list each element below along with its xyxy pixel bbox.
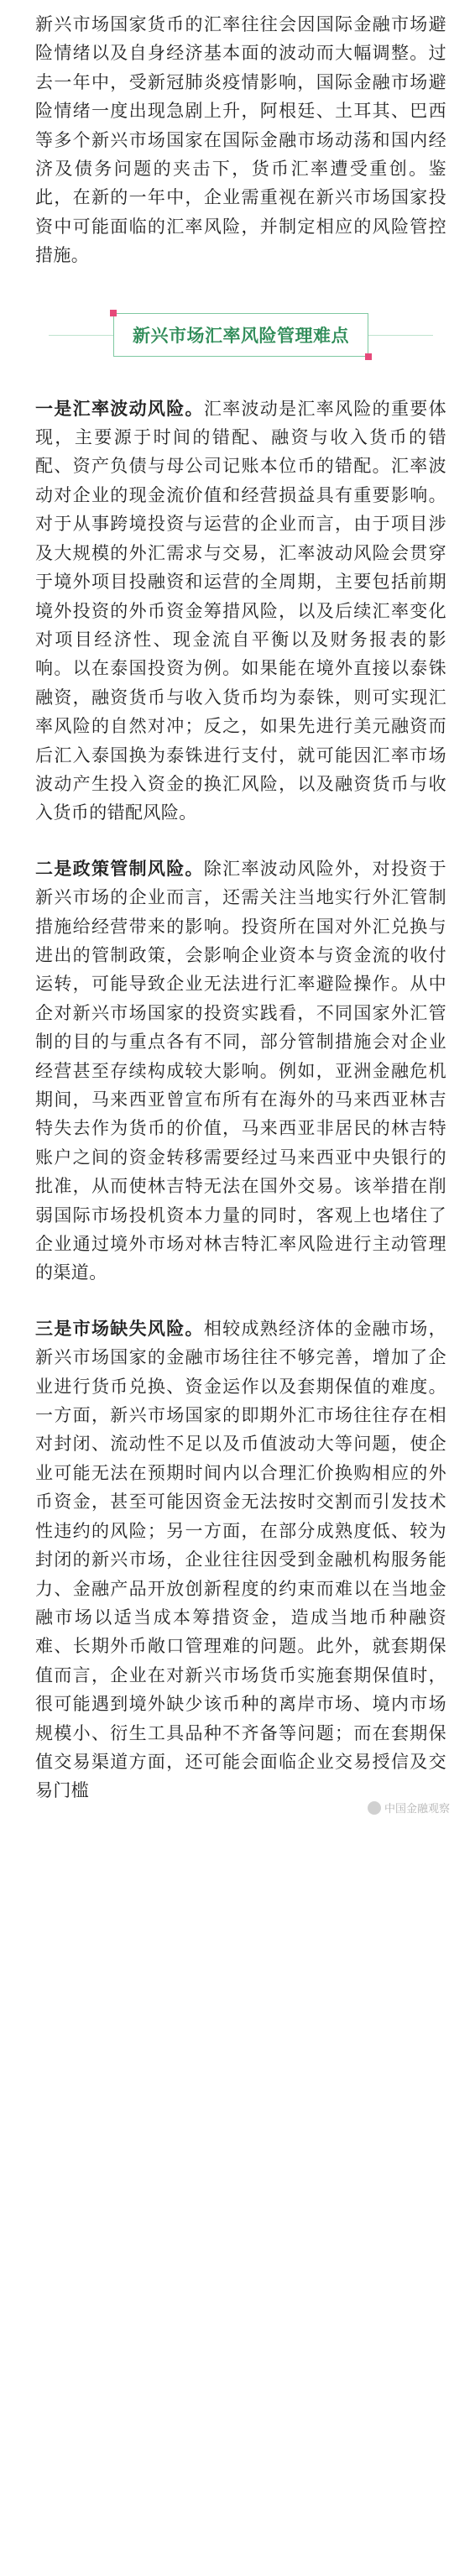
section-header: [35, 297, 446, 373]
watermark-text: 中国金融观察: [384, 1802, 450, 1816]
section-title-text: 新兴市场汇率风险管理难点: [133, 325, 349, 346]
account-icon: [368, 1801, 381, 1815]
section-body: 除汇率波动风险外，对投资于新兴市场的企业而言，还需关注当地实行外汇管制措施给经营带来的影响。投资所在国对外汇兑换与进出的管制政策，会影响企业资本与资金流的收付运转，可能导致企业无法进行汇率避险操作。从中企对新兴市场国家的投资实践看，不同国家外汇管制的目的与重点各有不同，部分管制措施会对企业经营甚至存续构成较大影响。例如，亚洲金融危机期间，马来西亚曾宣布所有在海外的马来西亚林吉特失去作为货币的价值，马来西亚非居民的林吉特账户之间的资金转移需要经过马来西亚中央银行的批准，从而使林吉特无法在国外交易。该举措在削弱国际市场投机资本力量的同时，客观上也堵住了企业通过境外市场对林吉特汇率风险进行主动管理的渠道。: [35, 858, 446, 1283]
intro-paragraph: 新兴市场国家货币的汇率往往会因国际金融市场避险情绪以及自身经济基本面的波动而大幅调整。过去一年中，受新冠肺炎疫情影响，国际金融市场避险情绪一度出现急剧上升，阿根廷、土耳其、巴西等多个新兴市场国家在国际金融市场动荡和国内经济及债务问题的夹击下，货币汇率遭受重创。鉴此，在新的一年中，企业需重视在新兴市场国家投资中可能面临的汇率风险，并制定相应的风险管控措施。: [35, 14, 446, 266]
section-paragraph-2: [35, 854, 446, 1288]
section-lead: 二是政策管制风险。: [35, 858, 204, 879]
section-lead: 三是市场缺失风险。: [35, 1318, 204, 1339]
section-paragraph-1: [35, 394, 446, 828]
section-body: 相较成熟经济体的金融市场，新兴市场国家的金融市场往往不够完善，增加了企业进行货币兑换、资金运作以及套期保值的难度。一方面，新兴市场国家的即期外汇市场往往存在相对封闭、流动性不足以及币值波动大等问题，使企业可能无法在预期时间内以合理汇价换购相应的外币资金，甚至可能因资金无法按时交割而引发技术性违约的风险；另一方面，在部分成熟度低、较为封闭的新兴市场，企业往往因受到金融机构服务能力、金融产品开放创新程度的约束而难以在当地金融市场以适当成本筹措资金，造成当地币种融资难、长期外币敞口管理难的问题。此外，就套期保值而言，企业在对新兴市场货币实施套期保值时，很可能遇到境外缺少该币种的离岸市场、境内市场规模小、衍生工具品种不齐备等问题；而在套期保值交易渠道方面，还可能会面临企业交易授信及交易门槛: [35, 1318, 446, 1801]
section-paragraph-3: [35, 1314, 446, 1822]
watermark: [368, 1800, 450, 1816]
section-lead: 一是汇率波动风险。: [35, 398, 204, 419]
corner-mark-icon: [365, 353, 372, 360]
corner-mark-icon: [110, 310, 117, 316]
section-title: [113, 313, 368, 357]
section-body: 汇率波动是汇率风险的重要体现，主要源于时间的错配、融资与收入货币的错配、资产负债与母公司记账本位币的错配。汇率波动对企业的现金流价值和经营损益具有重要影响。对于从事跨境投资与运营的企业而言，由于项目涉及大规模的外汇需求与交易，汇率波动风险会贯穿于境外项目投融资和运营的全周期，主要包括前期境外投资的外币资金筹措风险，以及后续汇率变化对项目经济性、现金流自平衡以及财务报表的影响。以在泰国投资为例。如果能在境外直接以泰铢融资，融资货币与收入货币均为泰铢，则可实现汇率风险的自然对冲；反之，如果先进行美元融资而后汇入泰国换为泰铢进行支付，就可能因汇率市场波动产生投入资金的换汇风险，以及融资货币与收入货币的错配风险。: [35, 398, 446, 823]
